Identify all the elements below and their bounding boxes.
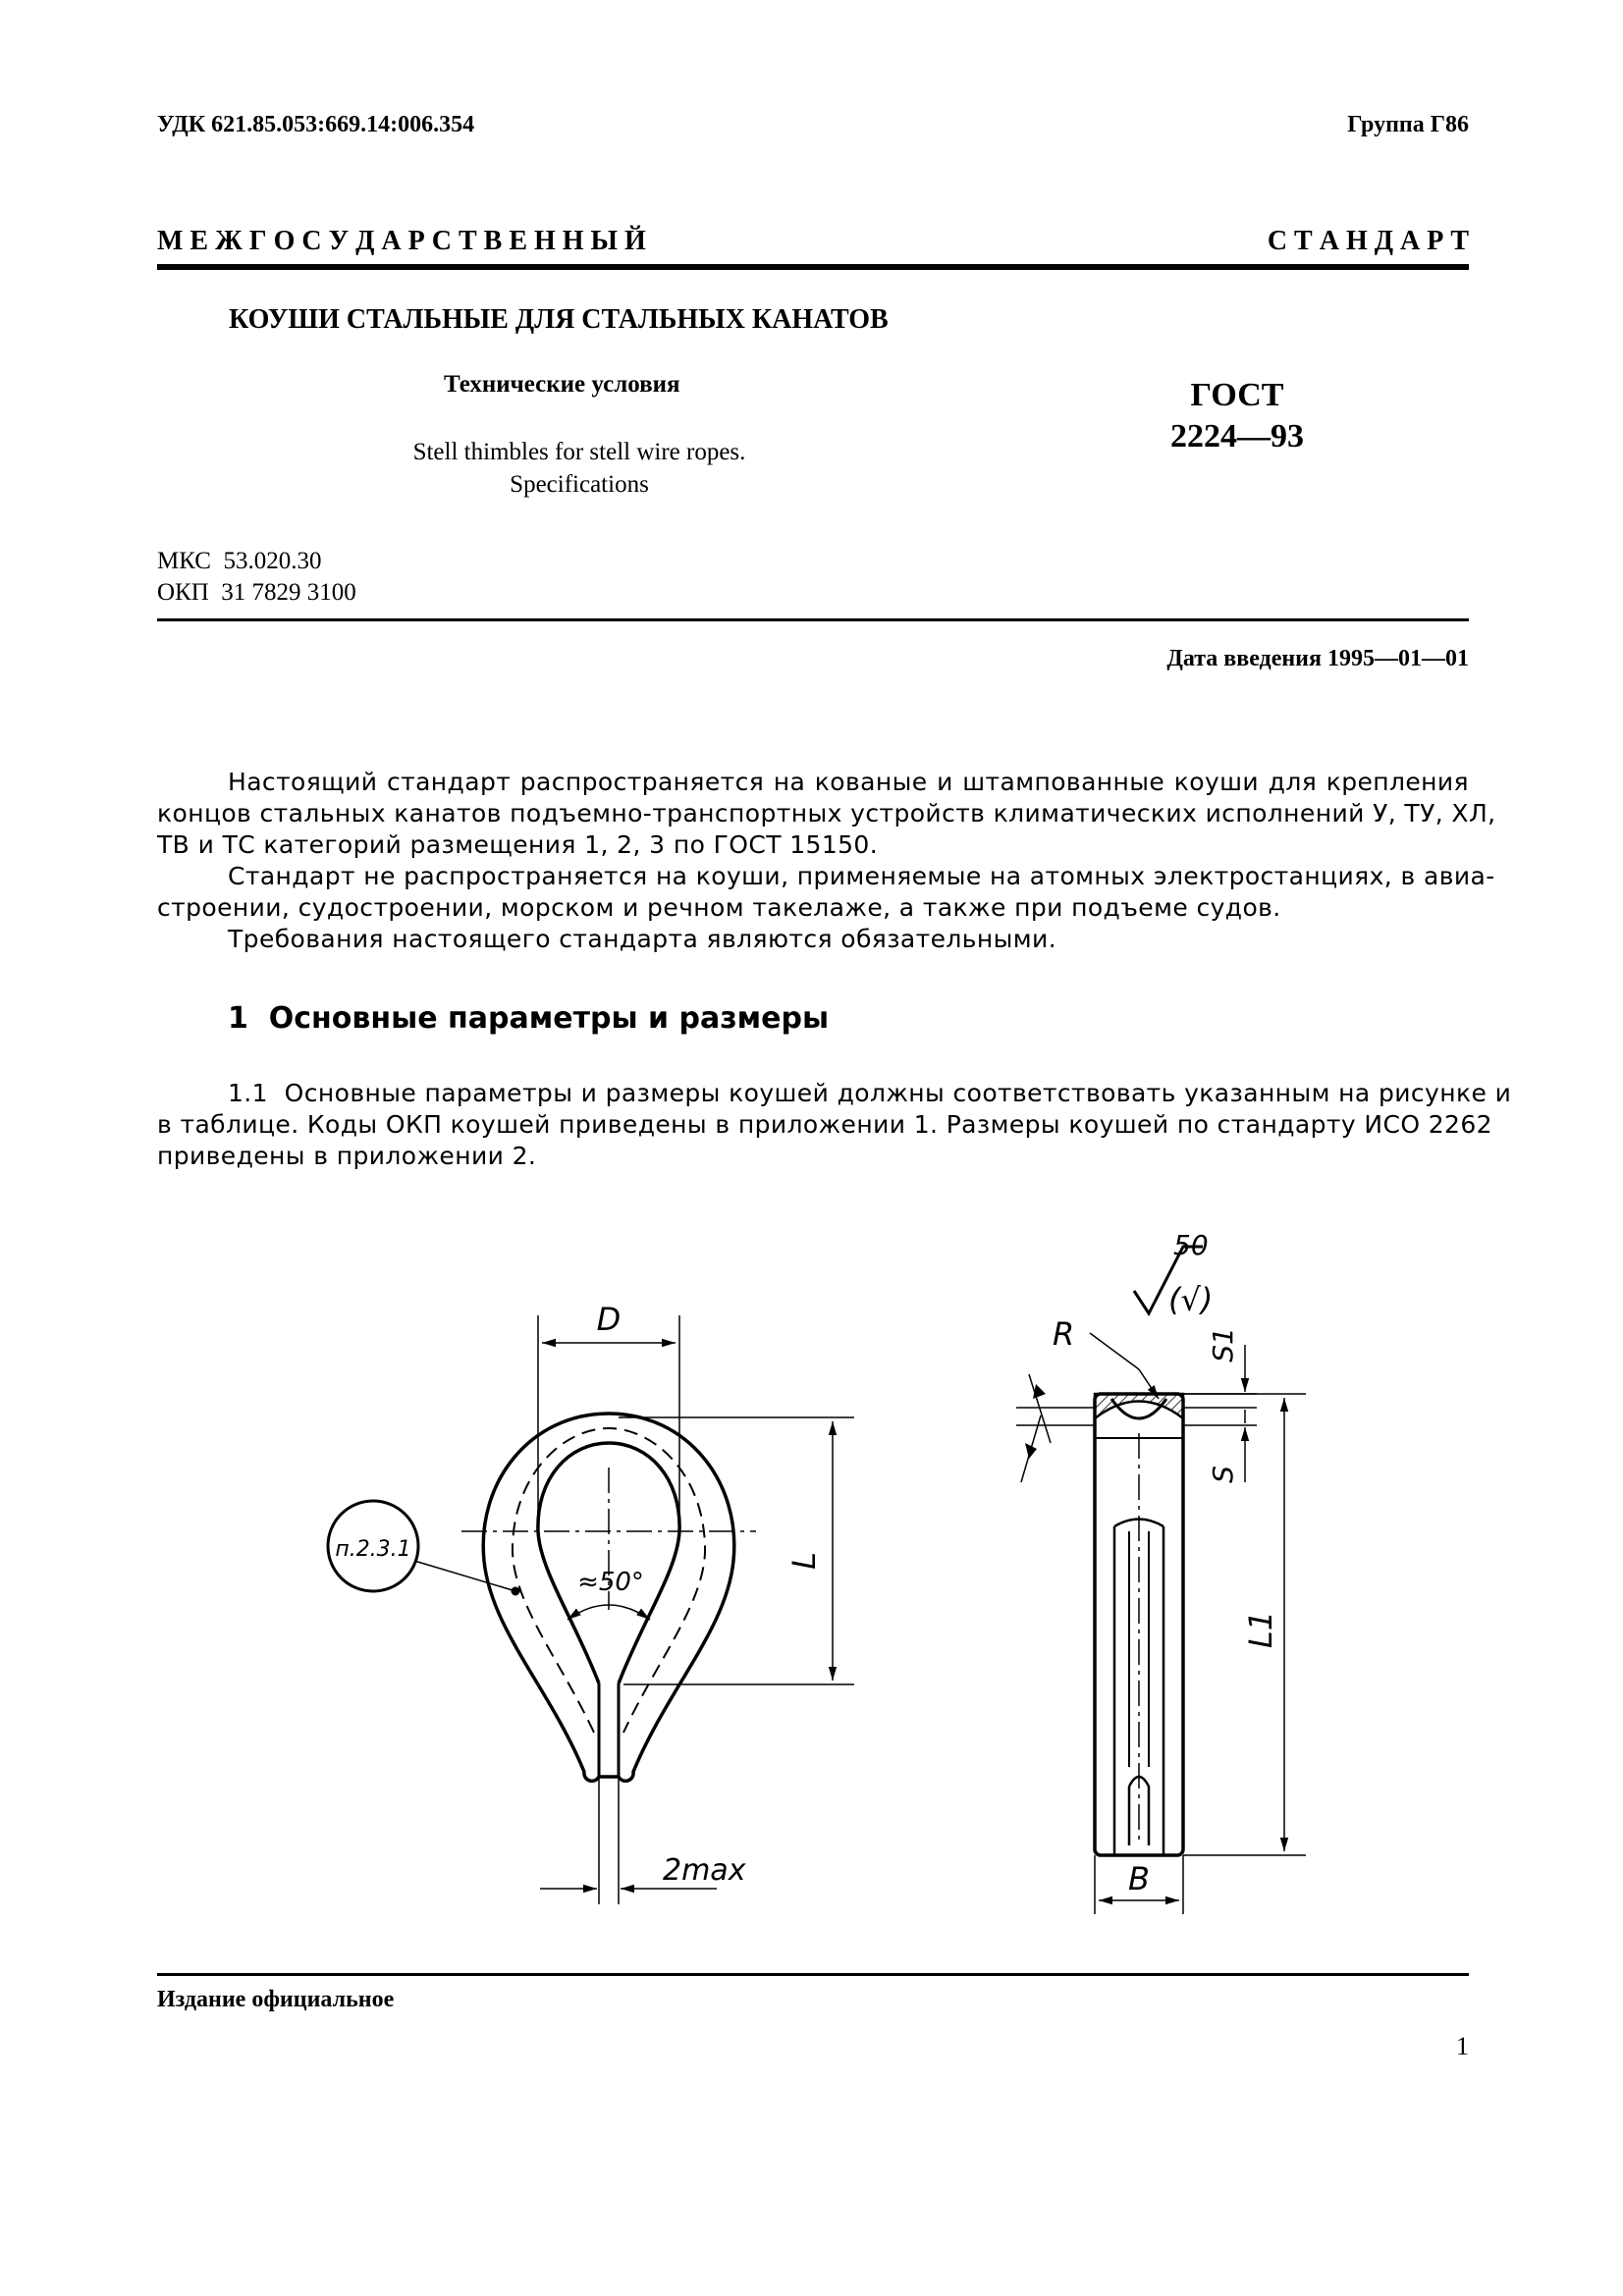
mks-code: МКС 53.020.30: [157, 548, 322, 574]
label-angle: ≈50°: [577, 1568, 644, 1597]
middle-rule: [157, 618, 1469, 621]
label-L: L: [785, 1552, 823, 1570]
label-gap: 2max: [663, 1853, 746, 1888]
introduction-date: Дата введения 1995—01—01: [1166, 646, 1469, 671]
banner-word-interstate: М Е Ж Г О С У Д А Р С Т В Е Н Н Ы Й: [157, 226, 646, 256]
gost-number: [1139, 375, 1335, 457]
page-number: 1: [1456, 2032, 1469, 2060]
udk-code: УДК 621.85.053:669.14:006.354: [157, 112, 475, 137]
paragraph-line: 1.1 Основные параметры и размеры коушей должны соответствовать указанным на рисунке и: [228, 1079, 1512, 1107]
banner-word-standard: С Т А Н Д А Р Т: [1267, 226, 1469, 256]
interstate-standard-banner: [157, 222, 1469, 261]
official-edition-note: Издание официальное: [157, 1987, 395, 2012]
paragraph-line: концов стальных канатов подъемно-транспортных устройств климатических исполнений У, ТУ, ХЛ,: [157, 799, 1496, 828]
paragraph-line: в таблице. Коды ОКП коушей приведены в приложении 1. Размеры коушей по стандарту ИСО 2262: [157, 1110, 1492, 1139]
paragraph-clause-1-1: [157, 1078, 1512, 1172]
label-S1: S1: [1207, 1327, 1239, 1362]
label-L1: L1: [1242, 1610, 1279, 1649]
english-title-line-2: Specifications: [510, 471, 649, 498]
classification-codes: [157, 546, 356, 609]
paragraph-line: Стандарт не распространяется на коуши, применяемые на атомных электростанциях, в авиа-: [228, 862, 1495, 890]
label-B: B: [1128, 1860, 1150, 1897]
english-title-line-1: Stell thimbles for stell wire ropes.: [412, 439, 746, 465]
okp-code: ОКП 31 7829 3100: [157, 579, 356, 606]
group-code: Группа Г86: [1347, 112, 1469, 137]
paragraph-line: строении, судостроении, морском и речном такелаже, а также при подъеме судов.: [157, 893, 1281, 922]
paragraph-mandatory: [157, 924, 1469, 955]
front-view: [328, 1315, 854, 1904]
paragraph-scope: [157, 767, 1496, 861]
label-D: D: [596, 1301, 622, 1338]
english-title: [334, 436, 825, 501]
paragraph-line: ТВ и ТС категорий размещения 1, 2, 3 по ГОСТ 15150.: [157, 830, 879, 859]
label-roughness-paren: (√): [1168, 1281, 1214, 1318]
document-subtitle: Технические условия: [444, 371, 680, 398]
thimble-drawing: [295, 1198, 1325, 1944]
label-R: R: [1053, 1315, 1075, 1353]
label-clause-reference: п.2.3.1: [335, 1537, 411, 1562]
paragraph-line: приведены в приложении 2.: [157, 1142, 537, 1170]
groove-section-hatch: [1095, 1394, 1183, 1418]
paragraph-line: Требования настоящего стандарта являются обязательными.: [228, 925, 1057, 953]
section-heading: 1 Основные параметры и размеры: [228, 1001, 830, 1036]
label-S: S: [1207, 1466, 1239, 1483]
gost-designation: 2224—93: [1170, 418, 1304, 454]
bottom-rule: [157, 1973, 1469, 1976]
paragraph-line: Настоящий стандарт распространяется на кованые и штампованные коуши для крепления: [228, 768, 1469, 796]
paragraph-exclusions: [157, 861, 1495, 924]
gost-label: ГОСТ: [1190, 377, 1284, 413]
top-rule: [157, 264, 1469, 270]
document-title: КОУШИ СТАЛЬНЫЕ ДЛЯ СТАЛЬНЫХ КАНАТОВ: [229, 304, 889, 335]
label-roughness: 50: [1173, 1229, 1209, 1261]
